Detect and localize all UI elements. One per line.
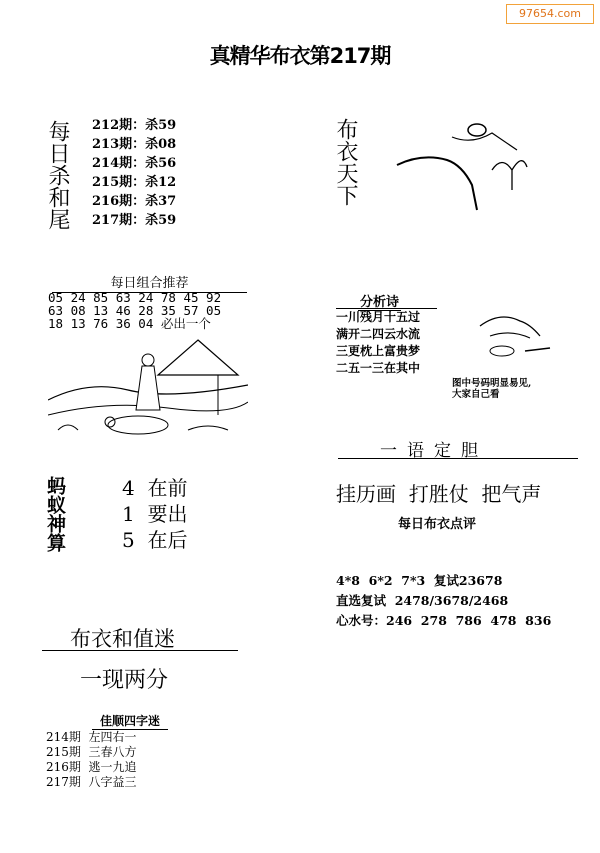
ant-rows (122, 475, 187, 553)
kill-tail-item: 214期：杀56 (92, 156, 177, 171)
kill-tail-item: 217期：杀59 (92, 213, 177, 228)
combo-row: 18 13 76 36 04 必出一个 (48, 316, 211, 331)
kill-tail-item: 212期：杀59 (92, 118, 177, 133)
kill-tail-label: 每日杀和尾 (45, 120, 70, 230)
numbers-line: 直选复试 2478/3678/2468 (336, 593, 509, 608)
poem-title: 分析诗 (358, 291, 401, 311)
combo-row: 63 08 13 46 28 35 57 05 (48, 303, 222, 318)
four-char-title: 佳顺四字迷 (92, 712, 168, 730)
poem-line: 二五一三在其中 (336, 361, 421, 375)
yiyu-phrases: 挂历画 打胜仗 把气声 (336, 482, 542, 506)
divider (338, 458, 578, 459)
poem-line: 一川残月十五过 (336, 310, 421, 324)
kill-tail-list (92, 116, 176, 230)
sketch-illustration (470, 296, 570, 366)
daily-combo-title: 每日组合推荐 (52, 272, 247, 293)
ant-label: 蚂蚁神算 (44, 476, 66, 552)
buyi-riddle-title: 布衣和值迷 (70, 627, 175, 651)
ant-row: 4 在前 (122, 476, 188, 500)
four-char-item: 217期 八字益三 (46, 775, 137, 789)
recommended-numbers (336, 571, 551, 631)
poem-note (452, 378, 531, 400)
daily-combo-grid (48, 291, 243, 330)
numbers-line: 4*8 6*2 7*3 复试23678 (336, 573, 503, 588)
landscape-illustration (392, 115, 592, 225)
poem-line: 满开二四云水流 (336, 327, 421, 341)
yiyu-subtitle: 每日布衣点评 (398, 517, 477, 532)
buyi-tianxia-label: 布衣天下 (333, 118, 358, 206)
poem-line: 三更枕上富贵梦 (336, 344, 421, 358)
four-char-item: 214期 左四右一 (46, 730, 137, 744)
four-char-item: 215期 三春八方 (46, 745, 137, 759)
four-char-list (46, 730, 137, 790)
yiyu-title: 一语定胆 (380, 441, 488, 461)
ant-row: 1 要出 (122, 502, 188, 526)
ant-row: 5 在后 (122, 528, 188, 552)
farmer-illustration (48, 330, 248, 440)
poem-note-line: 大家自己看 (452, 389, 500, 400)
buyi-riddle-answer: 一现两分 (80, 668, 169, 693)
kill-tail-item: 216期：杀37 (92, 194, 177, 209)
poem-box (336, 308, 437, 377)
combo-row: 05 24 85 63 24 78 45 92 (48, 290, 222, 305)
site-watermark: 97654.com (506, 4, 594, 24)
numbers-line: 心水号：246 278 786 478 836 (336, 613, 552, 628)
kill-tail-item: 215期：杀12 (92, 175, 177, 190)
kill-tail-item: 213期：杀08 (92, 137, 177, 152)
divider (42, 650, 238, 651)
page-title: 真精华布衣第217期 (209, 44, 391, 68)
four-char-item: 216期 逃一九追 (46, 760, 137, 774)
poem-note-line: 图中号码明显易见, (452, 378, 532, 389)
